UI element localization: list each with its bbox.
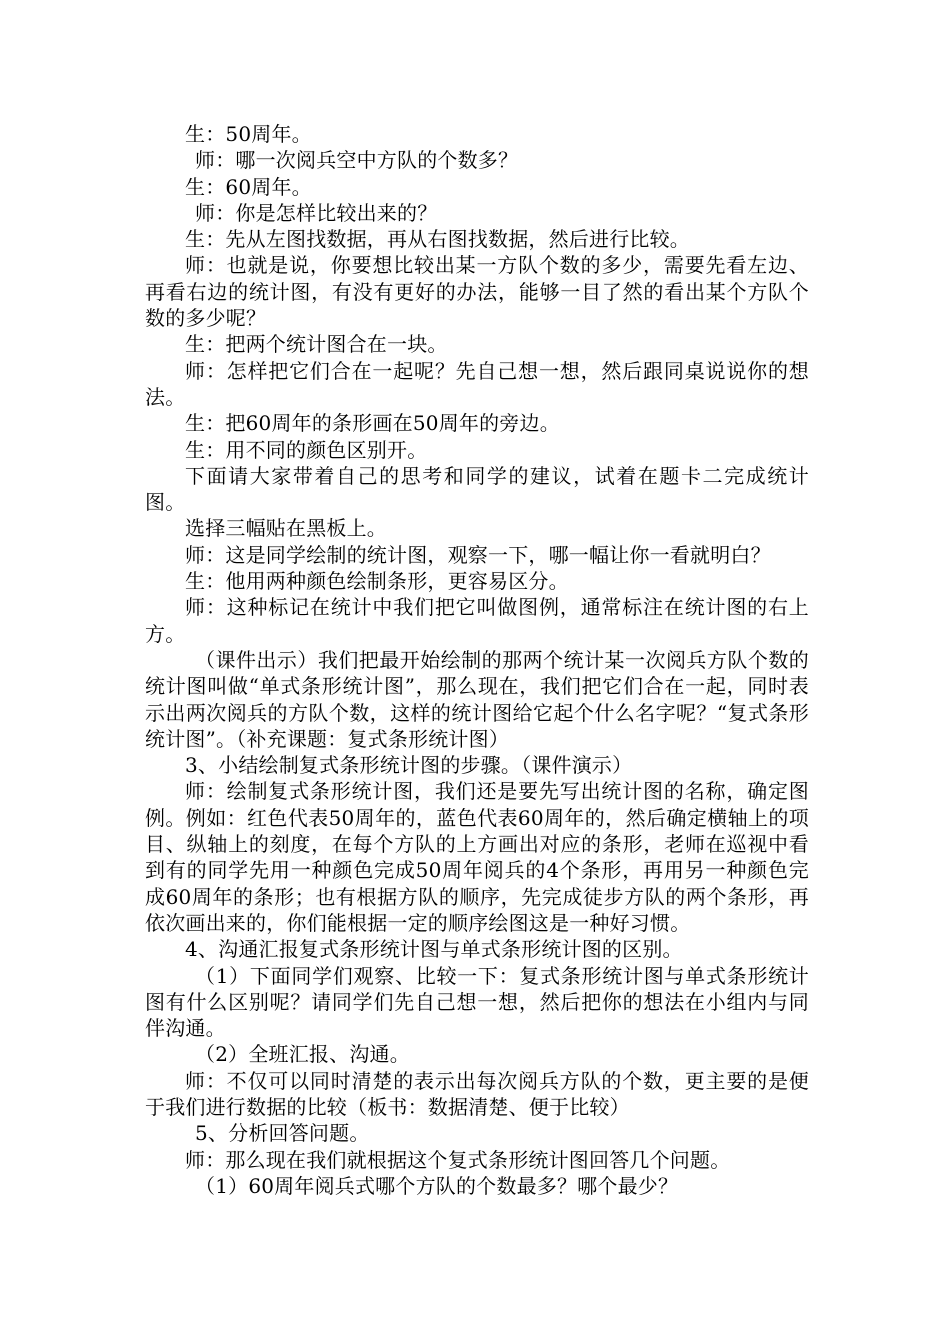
- paragraph: （1）60周年阅兵式哪个方队的个数最多？哪个最少？: [195, 1173, 679, 1198]
- paragraph: 4、沟通汇报复式条形统计图与单式条形统计图的区别。: [185, 937, 683, 962]
- paragraph: 生：把两个统计图合在一块。: [185, 332, 448, 357]
- paragraph: 5、分析回答问题。: [195, 1121, 370, 1146]
- paragraph: 生：把60周年的条形画在50周年的旁边。: [185, 411, 560, 436]
- paragraph: 师：这是同学绘制的统计图，观察一下，哪一幅让你一看就明白？: [185, 542, 771, 567]
- paragraph: 生：先从左图找数据，再从右图找数据，然后进行比较。: [185, 227, 690, 252]
- paragraph: 3、小结绘制复式条形统计图的步骤。（课件演示）: [185, 753, 633, 778]
- paragraph: 师：不仅可以同时清楚的表示出每次阅兵方队的个数，更主要的是便于我们进行数据的比较（板书：数据清楚、便于比较）: [145, 1068, 809, 1119]
- paragraph: 生：用不同的颜色区别开。: [185, 437, 428, 462]
- paragraph: 师：哪一次阅兵空中方队的个数多？: [195, 148, 519, 173]
- paragraph: 师：绘制复式条形统计图，我们还是要先写出统计图的名称，确定图例。例如：红色代表50周年的，蓝色代表60周年的，然后确定横轴上的项目、纵轴上的刻度，在每个方队的上方画出对应的条形，老师在巡视中看到有的同学先用一种颜色完成50周年阅兵的4个条形，再用另一种颜色完成60周年的条形；也有根据方队的顺序，先完成徒步方队的两个条形，再依次画出来的，你们能根据一定的顺序绘图这是一种好习惯。: [145, 779, 809, 935]
- paragraph: 生：60周年。: [185, 174, 312, 199]
- paragraph: 生：他用两种颜色绘制条形，更容易区分。: [185, 569, 569, 594]
- paragraph: 生：50周年。: [185, 122, 312, 146]
- paragraph: （课件出示）我们把最开始绘制的那两个统计某一次阅兵方队个数的统计图叫做“单式条形统计图”，那么现在，我们把它们合在一起，同时表示出两次阅兵的方队个数，这样的统计图给它起个什么名字呢？“复式条形统计图”。（补充课题：复式条形统计图）: [145, 647, 809, 751]
- paragraph: （1）下面同学们观察、比较一下：复式条形统计图与单式条形统计图有什么区别呢？请同学们先自己想一想，然后把你的想法在小组内与同伴沟通。: [145, 963, 809, 1041]
- paragraph: 师：那么现在我们就根据这个复式条形统计图回答几个问题。: [185, 1147, 731, 1172]
- paragraph: 选择三幅贴在黑板上。: [185, 516, 387, 541]
- paragraph: 师：也就是说，你要想比较出某一方队个数的多少，需要先看左边、再看右边的统计图，有没有更好的办法，能够一目了然的看出某个方队个数的多少呢？: [145, 253, 809, 331]
- paragraph: 师：这种标记在统计中我们把它叫做图例，通常标注在统计图的右上方。: [145, 595, 809, 646]
- paragraph: 下面请大家带着自己的思考和同学的建议，试着在题卡二完成统计图。: [145, 463, 809, 515]
- paragraph: 师：怎样把它们合在一起呢？先自己想一想，然后跟同桌说说你的想法。: [145, 358, 809, 409]
- document-page: [145, 121, 809, 1199]
- paragraph: （2）全班汇报、沟通。: [195, 1042, 410, 1067]
- paragraph: 师：你是怎样比较出来的？: [195, 200, 438, 225]
